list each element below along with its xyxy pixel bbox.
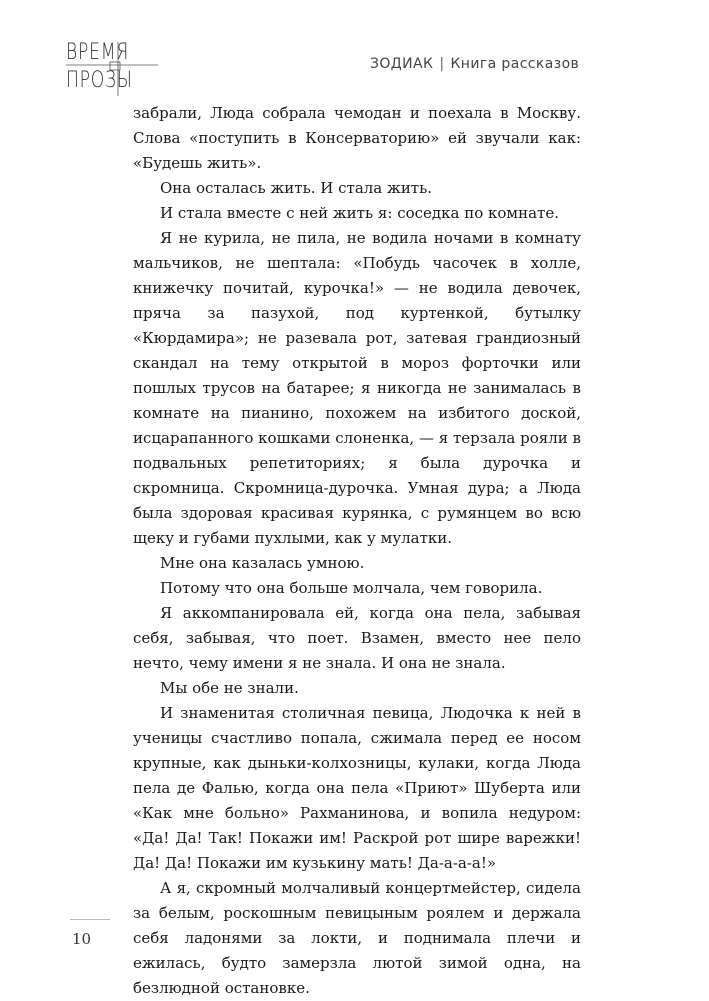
body-text — [133, 101, 581, 1001]
paragraph: Мы обе не знали. — [160, 679, 299, 697]
footer-rule — [70, 919, 110, 920]
paragraph: И знаменитая столичная певица, Людочка к ней в ученицы счастливо попала, сжимала перед ее носом крупные, как дыньки-колхозницы, кулаки, когда Люда пела де Фалью, когда она пела «Приют» Шуберта или «Как мне больно» Рахманинова, и вопила недуром: «Да! Да! Так! Покажи им! Раскрой рот шире варежки! Да! Да! Покажи им кузькину мать! Да-а-а-а!» — [133, 704, 581, 872]
logo-line-1: ВРЕМЯ — [66, 40, 130, 65]
page-number: 10 — [72, 930, 92, 948]
logo-line-2: ПРОЗЫ — [66, 68, 133, 93]
header-author: ЗОДИАК — [370, 56, 434, 72]
paragraph: А я, скромный молчаливый концертмейстер, сидела за белым, роскошным певицыным роялем и держала себя ладонями за локти, и поднимала плечи и ежилась, будто замерзла лютой зимой одна, на безлюдной остановке. — [133, 879, 581, 997]
paragraph: Потому что она больше молчала, чем говорила. — [160, 579, 543, 597]
header-book-title: Книга рассказов — [450, 56, 580, 72]
running-header — [370, 56, 580, 72]
header-separator: | — [439, 56, 445, 72]
paragraph: Я не курила, не пила, не водила ночами в комнату мальчиков, не шептала: «Побудь часочек в холле, книжечку почитай, курочка!» — не водила девочек, пряча за пазухой, под куртенкой, бутылку «Кюрдамира»; не разевала рот, затевая грандиозный скандал на тему открытой в мороз форточки или пошлых трусов на батарее; я никогда не занималась в комнате на пианино, похожем на избитого доской, исцарапанного кошками слоненка, — я терзала рояли в подвальных репетиториях; я была дурочка и скромница. Скромница-дурочка. Умная дура; а Люда была здоровая красивая курянка, с румянцем во всю щеку и губами пухлыми, как у мулатки. — [133, 229, 581, 547]
paragraph: Я аккомпанировала ей, когда она пела, забывая себя, забывая, что поет. Взамен, вместо нее пело нечто, чему имени я не знала. И она не знала. — [133, 604, 581, 672]
series-logo — [66, 40, 154, 98]
paragraph: Мне она казалась умною. — [160, 554, 365, 572]
paragraph: И стала вместе с ней жить я: соседка по комнате. — [160, 204, 559, 222]
paragraph: забрали, Люда собрала чемодан и поехала в Москву. Слова «поступить в Консерваторию» ей звучали как: «Будешь жить». — [133, 104, 581, 172]
paragraph: Она осталась жить. И стала жить. — [160, 179, 433, 197]
